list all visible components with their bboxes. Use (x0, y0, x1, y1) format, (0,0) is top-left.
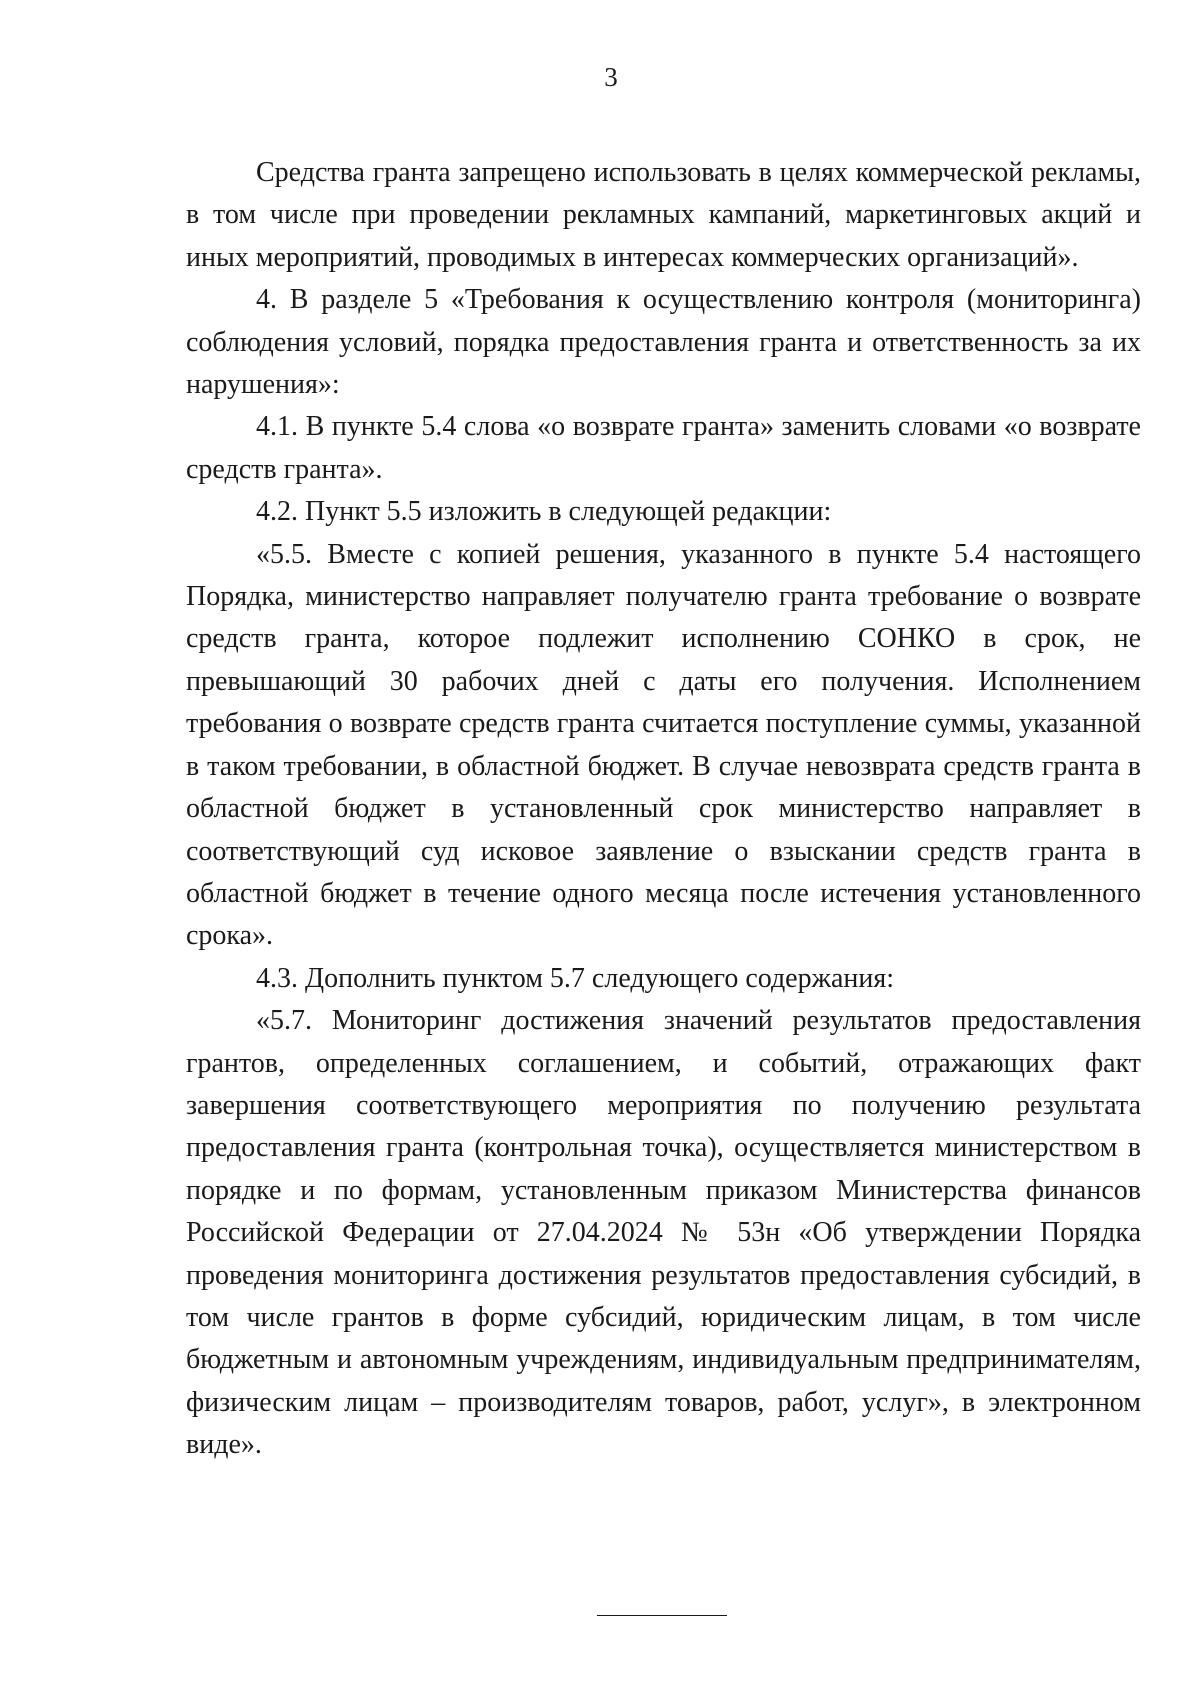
paragraph-clause-5-7: «5.7. Мониторинг достижения значений результатов предоставления грантов, определенных соглашением, и событий, отражающих факт завершения соответствующего мероприятия по получению результата предоставления гранта (контрольная точка), осуществляется министерством в порядке и по формам, установленным приказом Министерства финансов Российской Федерации от 27.04.2024 № 53н «Об утверждении Порядка проведения мониторинга достижения результатов предоставления субсидий, в том числе грантов в форме субсидий, юридическим лицам, в том числе бюджетным и автономным учреждениям, индивидуальным предпринимателям, физическим лицам – производителям товаров, работ, услуг», в электронном виде». (186, 1005, 1141, 1461)
paragraph-item-4-1: 4.1. В пункте 5.4 слова «о возврате гранта» заменить словами «о возврате средств гранта». (186, 411, 1141, 485)
paragraph-item-4-2: 4.2. Пункт 5.5 изложить в следующей редакции: (256, 496, 832, 528)
paragraph-grant-advertising: Средства гранта запрещено использовать в целях коммерческой рекламы, в том числе при проведении рекламных кампаний, маркетинговых акций и иных мероприятий, проводимых в интересах коммерческих организаций». (186, 157, 1141, 273)
document-body (186, 152, 1141, 1467)
paragraph-section-5-heading: 4. В разделе 5 «Требования к осуществлению контроля (мониторинга) соблюдения условий, порядка предоставления гранта и ответственность за их нарушения»: (186, 284, 1141, 401)
end-of-text-rule (597, 1615, 727, 1616)
paragraph-item-4-3: 4.3. Дополнить пунктом 5.7 следующего содержания: (256, 962, 895, 994)
paragraph-clause-5-5: «5.5. Вместе с копией решения, указанного в пункте 5.4 настоящего Порядка, министерство направляет получателю гранта требование о возврате средств гранта, которое подлежит исполнению СОНКО в срок, не превышающий 30 рабочих дней с даты его получения. Исполнением требования о возврате средств гранта считается поступление суммы, указанной в таком требовании, в областной бюджет. В случае невозврата средств гранта в областной бюджет в установленный срок министерство направляет в соответствующий суд исковое заявление о взыскании средств гранта в областной бюджет в течение одного месяца после истечения установленного срока». (186, 538, 1141, 952)
page-number: 3 (604, 62, 618, 92)
